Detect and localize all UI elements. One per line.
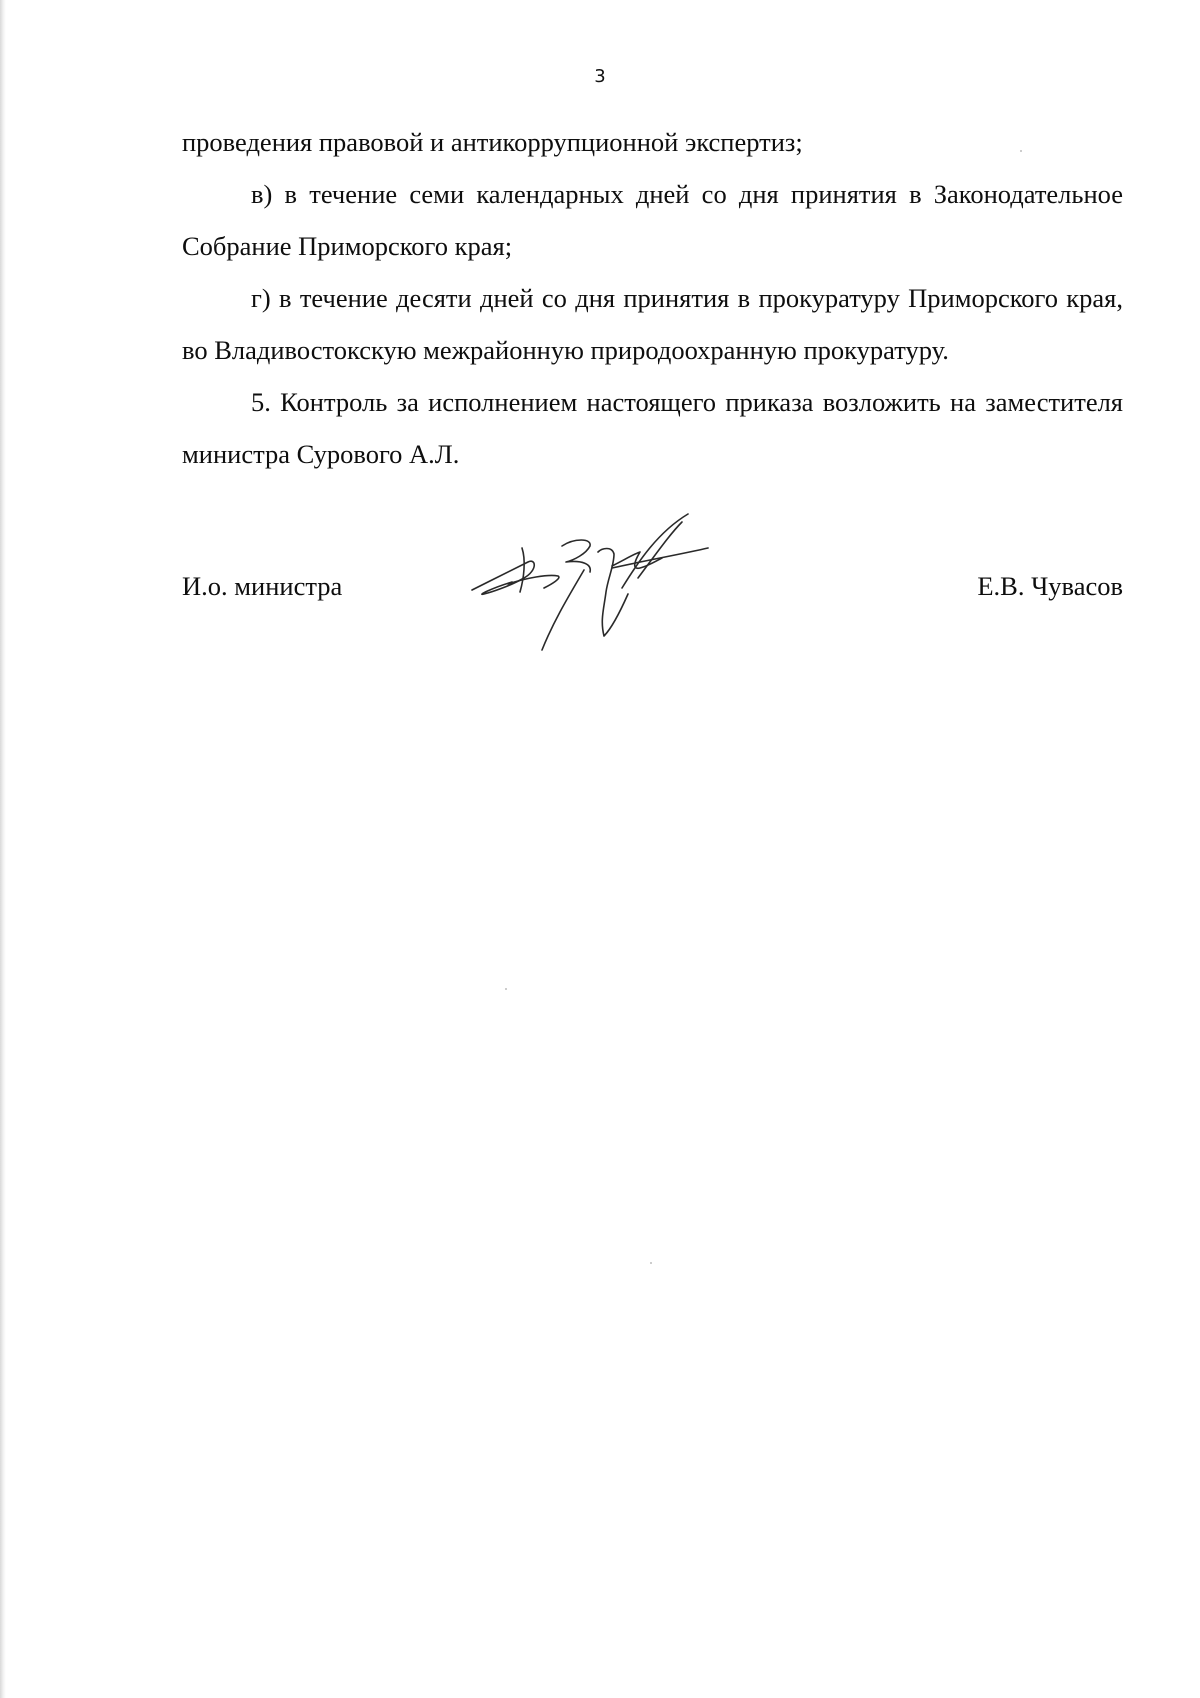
scan-speck — [650, 1262, 652, 1264]
signer-name: Е.В. Чувасов — [977, 571, 1123, 601]
position-title: И.о. министра — [182, 571, 343, 601]
scan-speck — [1020, 150, 1022, 152]
signature-block — [182, 560, 1123, 612]
page-number: 3 — [594, 66, 606, 87]
paragraph-item-g: г) в течение десяти дней со дня принятия в прокуратуру Приморского края, во Владивостокскую межрайонную природоохранную прокуратуру. — [182, 283, 1123, 365]
scan-edge-shadow — [0, 0, 6, 1698]
document-body — [182, 116, 1123, 480]
paragraph-item-v: в) в течение семи календарных дней со дня принятия в Законодательное Собрание Приморского края; — [182, 179, 1123, 261]
scan-speck — [505, 988, 507, 990]
paragraph-item-5: 5. Контроль за исполнением настоящего приказа возложить на заместителя министра Сурового А.Л. — [182, 387, 1123, 469]
paragraph-continuation: проведения правовой и антикоррупционной экспертиз; — [182, 127, 803, 157]
